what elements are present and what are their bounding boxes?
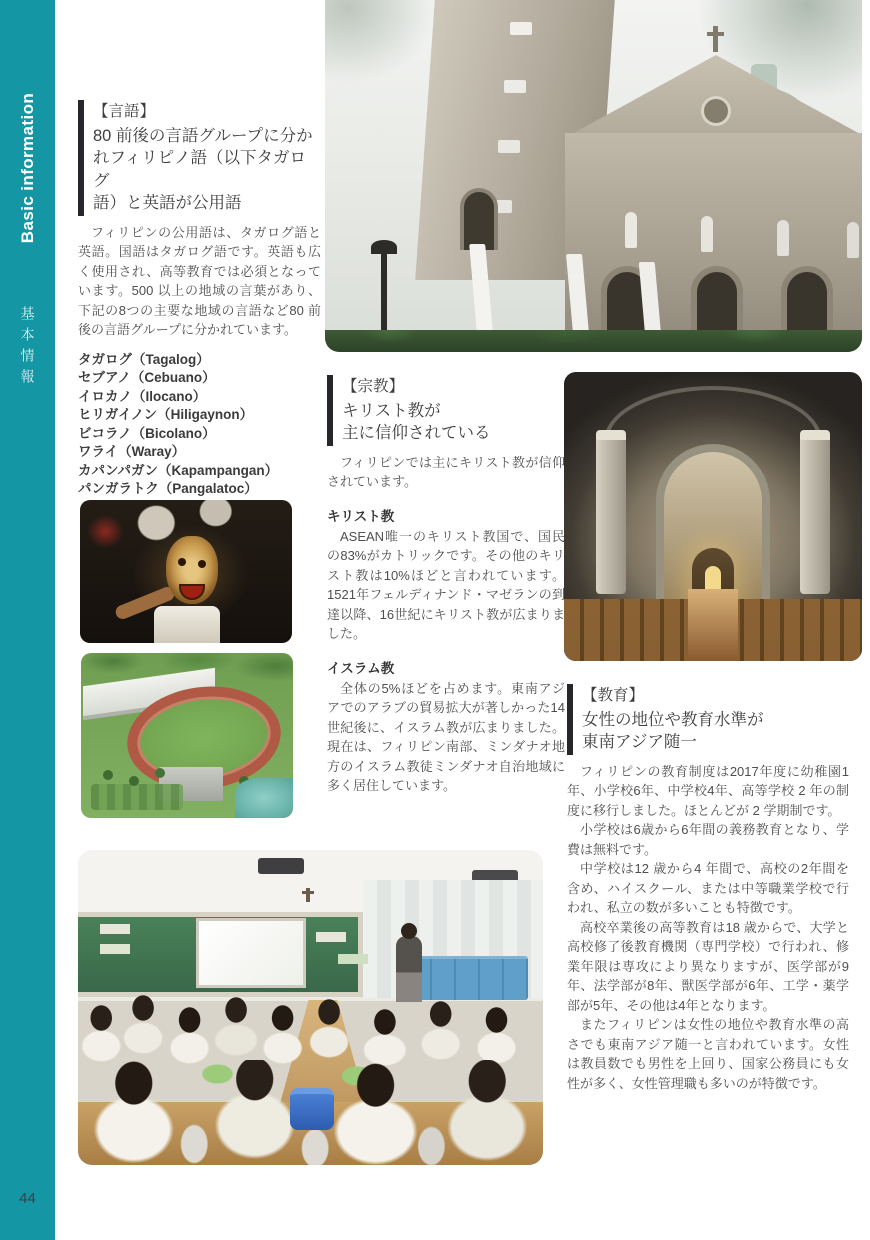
language-item: ワライ（Waray）: [78, 444, 186, 459]
heading-bar: [78, 100, 84, 216]
language-body: フィリピンの公用語は、タガログ語と英語。国語はタガログ語です。英語も広く使用され、高等教育では必須となっています。500 以上の地域の言葉があり、下記の8つの主要な地域の言語など80 前後の言語グループに分かれています。: [78, 224, 321, 337]
heading-bar: [327, 375, 333, 446]
mask-eyes: [178, 558, 186, 566]
church-interior-photo: [564, 372, 862, 661]
heading-line: 80 前後の言語グループに分か: [93, 126, 313, 145]
heading-text: [93, 100, 321, 216]
rose-window: [701, 96, 731, 126]
heading-tag: 【宗教】: [342, 378, 405, 395]
heading-tag: 【教育】: [582, 687, 645, 704]
page-number: 44: [19, 1190, 36, 1207]
subsection-title-christianity: キリスト教: [327, 508, 395, 524]
elementary-classroom-photo: [78, 850, 543, 1165]
education-paragraph: 中学校は12 歳から4 年間で、高校の2年間を含め、ハイスクール、または中等職業学校で行われ、私立の数が多いことも特徴です。: [567, 861, 849, 915]
heading-text: [342, 375, 491, 446]
palm-trees: [103, 770, 113, 780]
waterfront: [235, 778, 293, 818]
subsection-body-islam: 全体の5%ほどを占めます。東南アジアでのアラブの貿易拡大が著しかった14世紀後に、イスラム教が広まりました。現在は、フィリピン南部、ミンダナオ地方のイスラム教徒ミンダナオ自治地域に多く居住しています。: [327, 680, 565, 793]
section-religion: [327, 375, 565, 796]
heading-line: 語）と英語が公用語: [93, 194, 242, 212]
stone-column-right: [800, 430, 830, 594]
center-aisle: [688, 589, 738, 661]
language-heading: [78, 100, 321, 216]
wall-crucifix: [306, 888, 310, 902]
language-item: イロカノ（Ilocano）: [78, 388, 207, 404]
heading-text: [582, 684, 764, 755]
education-paragraph: またフィリピンは女性の地位や教育水準の高さでも東南アジア随一と言われています。女性は教員数でも男性を上回り、国家公務員にも女性が多く、女性管理職も多いのが特徴です。: [567, 1017, 849, 1091]
education-paragraph: 高校卒業後の高等教育は18 歳からで、大学と高校修了後教育機関（専門学校）で行われ、修業年限は専攻により異なりますが、医学部が9年、法学部が8年、獣医学部が6年、工学・薬学部が5年、その他は4年となります。: [567, 919, 849, 1013]
stone-column-left: [596, 430, 626, 594]
sidebar-title-english: Basic information: [18, 92, 37, 244]
street-lamp: [381, 252, 387, 332]
blue-backpack: [290, 1088, 334, 1130]
heading-line: 主に信仰されている: [342, 424, 491, 442]
language-item: タガログ（Tagalog）: [78, 351, 210, 367]
language-list: [78, 351, 321, 499]
foliage-strip: [325, 330, 862, 352]
school-campus-aerial-photo: [81, 653, 293, 818]
heading-tag: 【言語】: [93, 103, 156, 120]
sidebar-tab: [0, 0, 55, 1240]
language-item: セブアノ（Cebuano）: [78, 370, 216, 385]
ceiling-projector: [258, 858, 304, 874]
white-tank-top: [154, 606, 220, 643]
cathedral-facade: [565, 133, 862, 352]
section-education: [567, 684, 849, 1093]
whiteboard-screen: [196, 918, 306, 988]
language-item: カパンパガン（Kapampangan）: [78, 462, 279, 478]
bell-tower-windows: [510, 22, 532, 35]
section-language: [78, 100, 321, 499]
tower-arched-window: [460, 188, 498, 250]
education-paragraph: 小学校は6歳から6年間の義務教育となり、学費は無料です。: [567, 822, 849, 857]
facade-statues: [625, 212, 637, 248]
subsection-body-christianity: ASEAN唯一のキリスト教国で、国民の83%がカトリックです。その他のキリスト教は10%ほどと言われています。1521年フェルディナンド・マゼランの到達以降、16世紀にキリスト教が広まりました。: [327, 528, 565, 641]
sidebar-title-japanese: 基本情報: [19, 306, 36, 390]
heading-line: 女性の地位や教育水準が: [582, 710, 764, 729]
language-item: ヒリガイノン（Hiligaynon）: [78, 407, 254, 422]
education-heading: [567, 684, 849, 755]
festival-mask-photo: [80, 500, 292, 643]
heading-bar: [567, 684, 573, 755]
religion-heading: [327, 375, 565, 446]
religion-intro: フィリピンでは主にキリスト教が信仰されています。: [327, 454, 565, 489]
garden-plots: [91, 784, 183, 810]
board-posters: [100, 924, 130, 934]
facade-cross: [713, 26, 718, 52]
heading-line: れフィリピノ語（以下タガログ: [93, 149, 307, 190]
heading-line: 東南アジア随一: [582, 733, 697, 751]
palm-frond-left: [325, 0, 445, 90]
language-item: ビコラノ（Bicolano）: [78, 425, 216, 441]
subsection-title-islam: イスラム教: [327, 660, 395, 676]
heading-line: キリスト教が: [342, 401, 441, 420]
language-item: パンガラトク（Pangalatoc）: [78, 481, 258, 496]
education-paragraph: フィリピンの教育制度は2017年度に幼稚園1年、小学校6年、中学校4年、高等学校 2 年の制度に移行しました。ほとんどが 2 学期制です。: [567, 763, 849, 818]
cathedral-exterior-photo: [325, 0, 862, 352]
